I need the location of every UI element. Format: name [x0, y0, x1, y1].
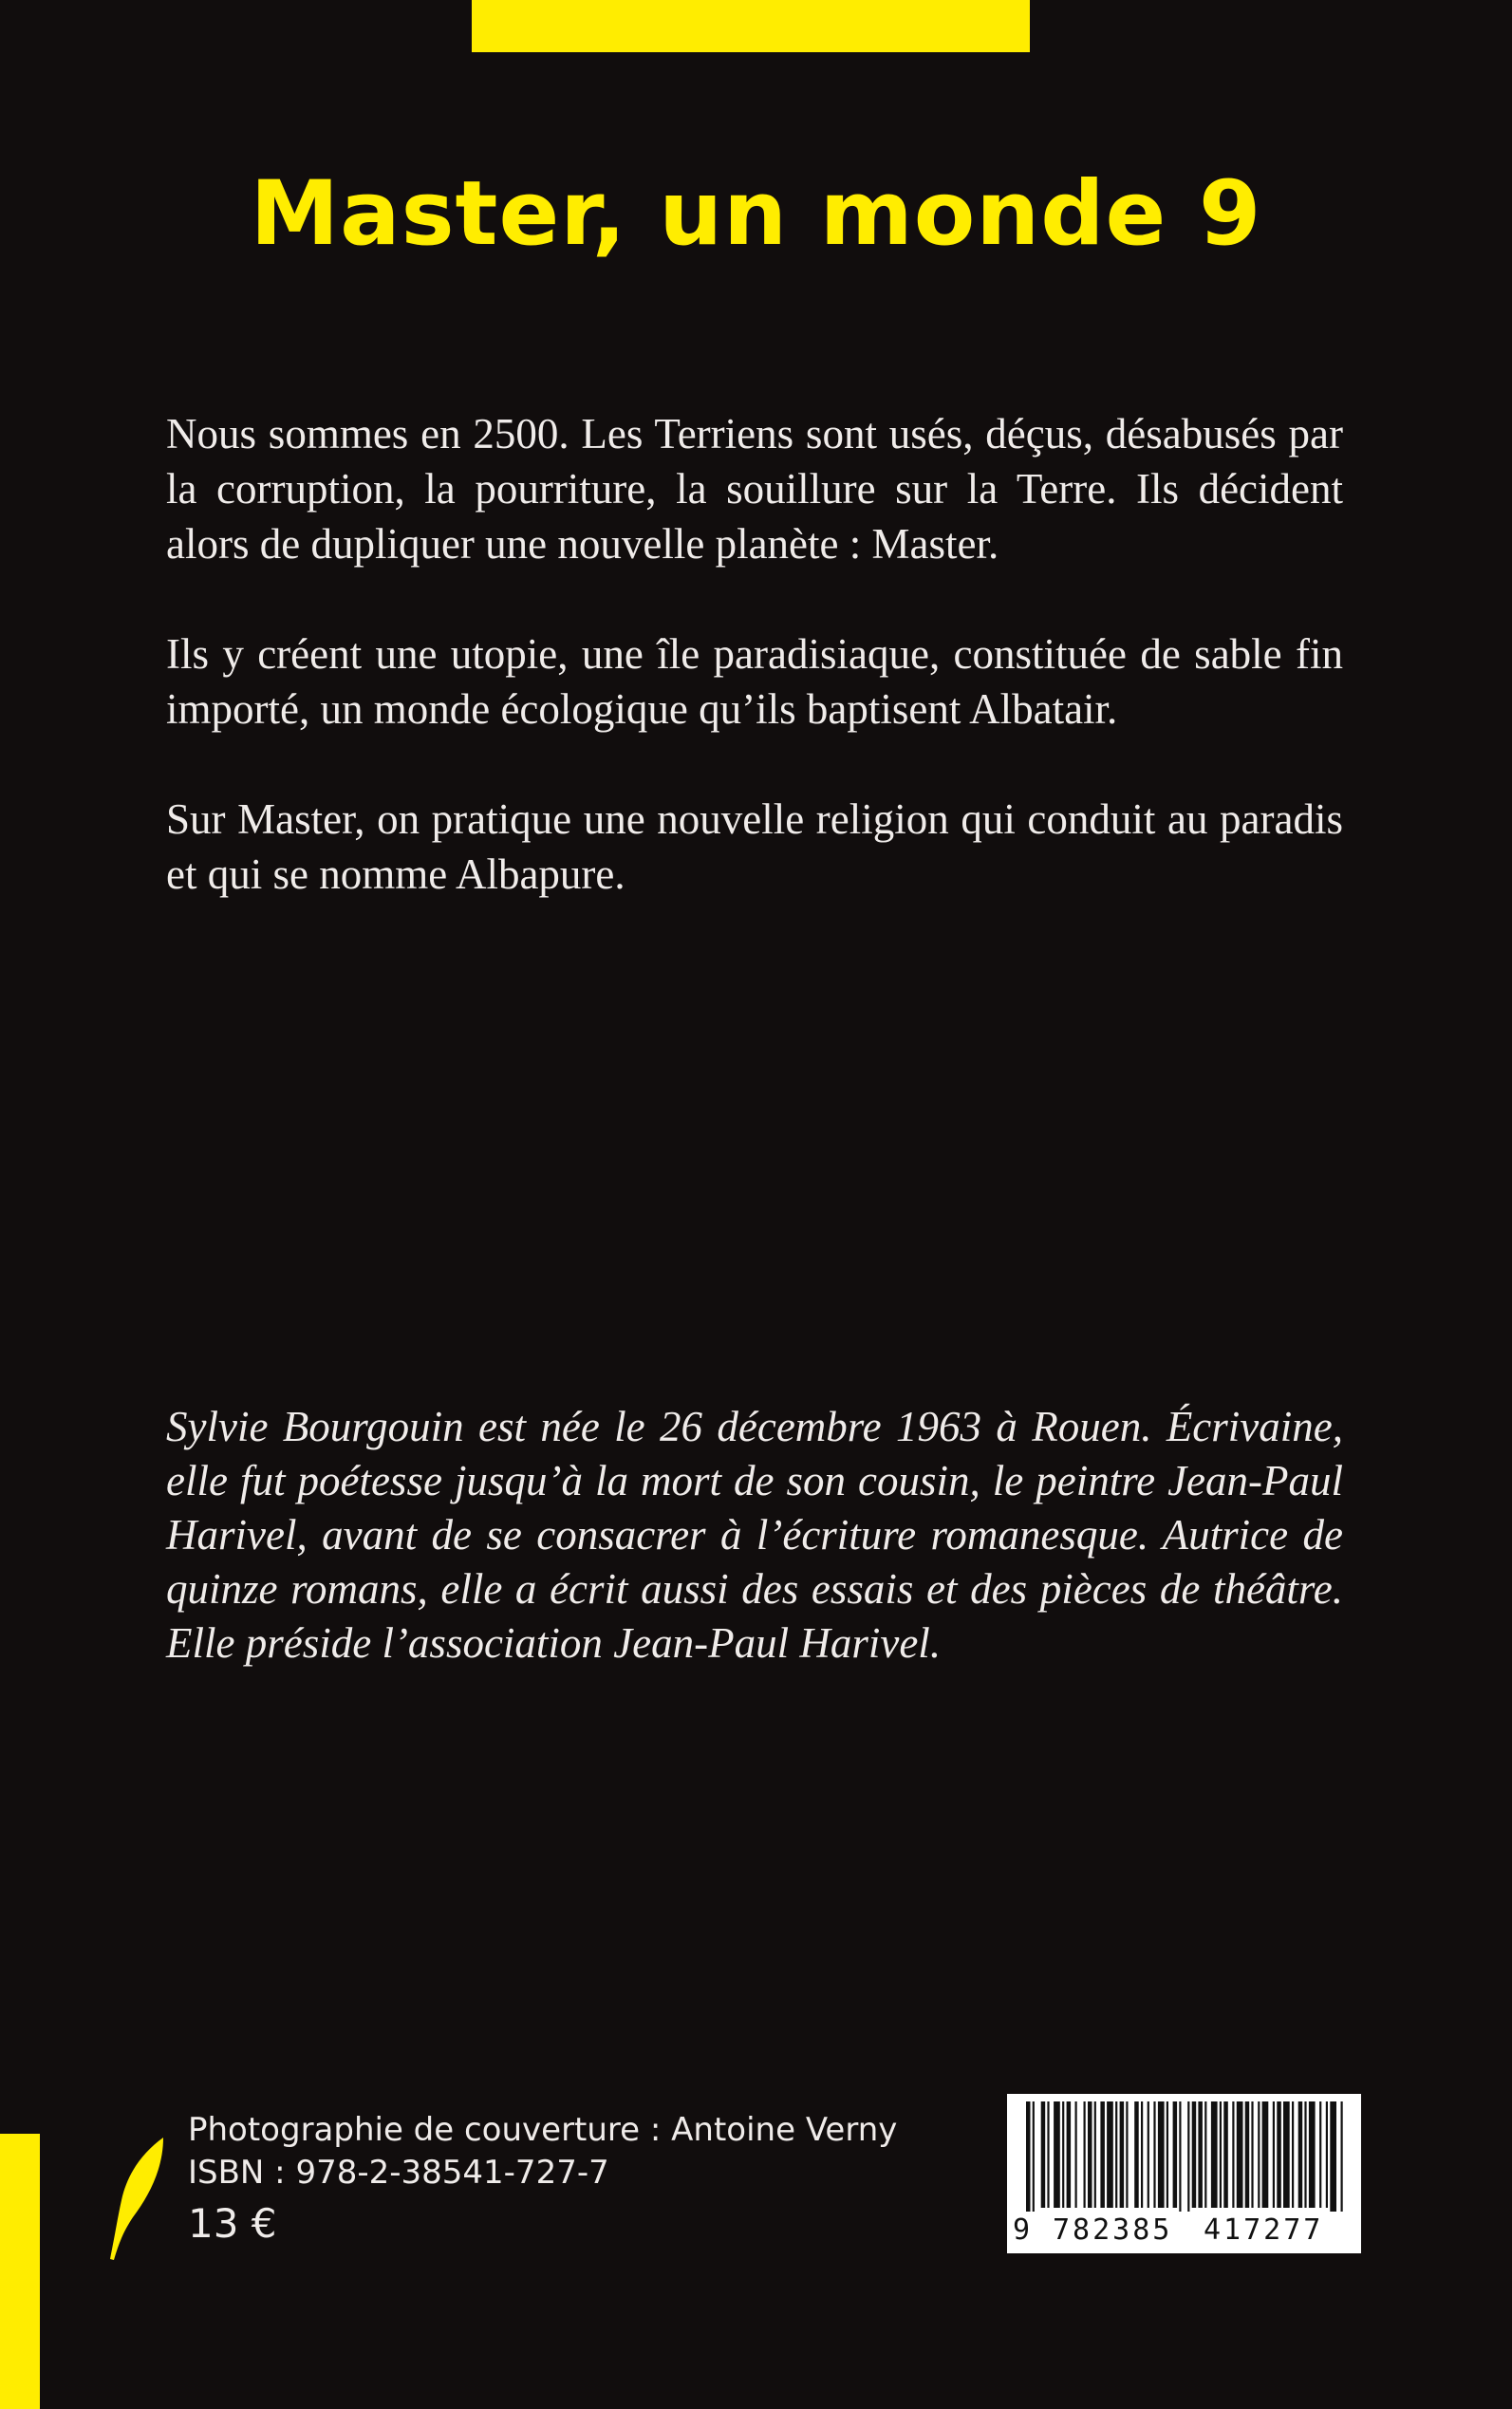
barcode-bar [1220, 2101, 1222, 2208]
barcode-bar [1298, 2101, 1303, 2208]
barcode-bar [1067, 2101, 1072, 2208]
barcode-bar [1026, 2101, 1031, 2212]
barcode-bar [1330, 2101, 1336, 2212]
barcode-bar [1187, 2101, 1189, 2212]
credits-block [188, 2109, 897, 2251]
barcode-bar [1237, 2101, 1243, 2208]
barcode-bar [1141, 2101, 1143, 2208]
barcode-bar [1134, 2101, 1139, 2208]
barcode-bar [1273, 2101, 1275, 2208]
price: 13 € [188, 2200, 277, 2247]
photo-credit: Photographie de couverture : Antoine Verny [188, 2111, 898, 2149]
barcode-bar [1041, 2101, 1046, 2208]
barcode-bar [1148, 2101, 1149, 2208]
isbn-barcode [1007, 2094, 1361, 2253]
blurb-paragraph: Nous sommes en 2500. Les Terriens sont usés, déçus, désabusés par la corruption, la pourriture, la souillure sur la Terre. Ils décident alors de dupliquer une nouvelle planète : Master. [166, 410, 1343, 568]
barcode-bar [1158, 2101, 1165, 2208]
barcode-bar [1198, 2101, 1203, 2208]
barcode-bar [1167, 2101, 1168, 2208]
barcode-bar [1033, 2101, 1035, 2212]
barcode-bar [1223, 2101, 1228, 2208]
barcode-bars [1022, 2101, 1346, 2212]
barcode-bar [1211, 2101, 1218, 2208]
barcode-bar [1115, 2101, 1117, 2208]
barcode-bar [1054, 2101, 1060, 2208]
barcode-bar [1192, 2101, 1197, 2208]
barcode-digits [1007, 2212, 1361, 2250]
barcode-bar [1258, 2101, 1260, 2208]
barcode-bar [1094, 2101, 1096, 2208]
barcode-bar [1120, 2101, 1125, 2208]
barcode-bar [1126, 2101, 1128, 2208]
barcode-bar [1245, 2101, 1250, 2208]
barcode-bar [1251, 2101, 1253, 2208]
back-cover-blurb [166, 406, 1343, 957]
author-bio: Sylvie Bourgouin est née le 26 décembre 1963 à Rouen. Écrivaine, elle fut poétesse jusqu’à la mort de son cousin, le peintre Jean-Paul Harivel, avant de se consacrer à l’écriture romanesque. Autrice de quinze romans, elle a écrit aussi des essais et des pièces de théâtre. Elle préside l’association Jean-Paul Harivel. [166, 1403, 1343, 1667]
isbn: ISBN : 978-2-38541-727-7 [188, 2154, 609, 2192]
barcode-bar [1309, 2101, 1316, 2208]
barcode-bar [1107, 2101, 1113, 2208]
barcode-bar [1262, 2101, 1269, 2208]
barcode-bar [1062, 2101, 1064, 2208]
barcode-bar [1304, 2101, 1306, 2208]
blurb-paragraph: Ils y créent une utopie, une île paradisiaque, constituée de sable fin importé, un monde écologique qu’ils baptisent Albatair. [166, 630, 1343, 733]
barcode-bar [1341, 2101, 1343, 2212]
barcode-bar [1277, 2101, 1281, 2208]
side-accent-bar [0, 2134, 40, 2409]
barcode-right-group: 417277 [1204, 2213, 1324, 2247]
barcode-bar [1204, 2101, 1206, 2208]
barcode-bar [1153, 2101, 1155, 2208]
top-accent-bar [472, 0, 1030, 52]
barcode-bar [1232, 2101, 1234, 2208]
barcode-bar [1173, 2101, 1178, 2208]
barcode-bar [1319, 2101, 1321, 2208]
barcode-bar [1047, 2101, 1049, 2208]
barcode-bar [1084, 2101, 1086, 2208]
barcode-bar [1075, 2101, 1077, 2208]
book-title: Master, un monde 9 [250, 162, 1262, 266]
barcode-bar [1326, 2101, 1328, 2208]
blurb-paragraph: Sur Master, on pratique une nouvelle religion qui conduit au paradis et qui se nomme Albapure. [166, 795, 1343, 898]
barcode-first-digit: 9 [1013, 2213, 1031, 2247]
feather-icon [104, 2136, 171, 2264]
barcode-bar [1100, 2101, 1105, 2208]
barcode-bar [1179, 2101, 1181, 2212]
barcode-bar [1283, 2101, 1290, 2208]
barcode-bar [1088, 2101, 1092, 2208]
barcode-left-group: 782385 [1053, 2213, 1173, 2247]
barcode-bar [1292, 2101, 1294, 2208]
